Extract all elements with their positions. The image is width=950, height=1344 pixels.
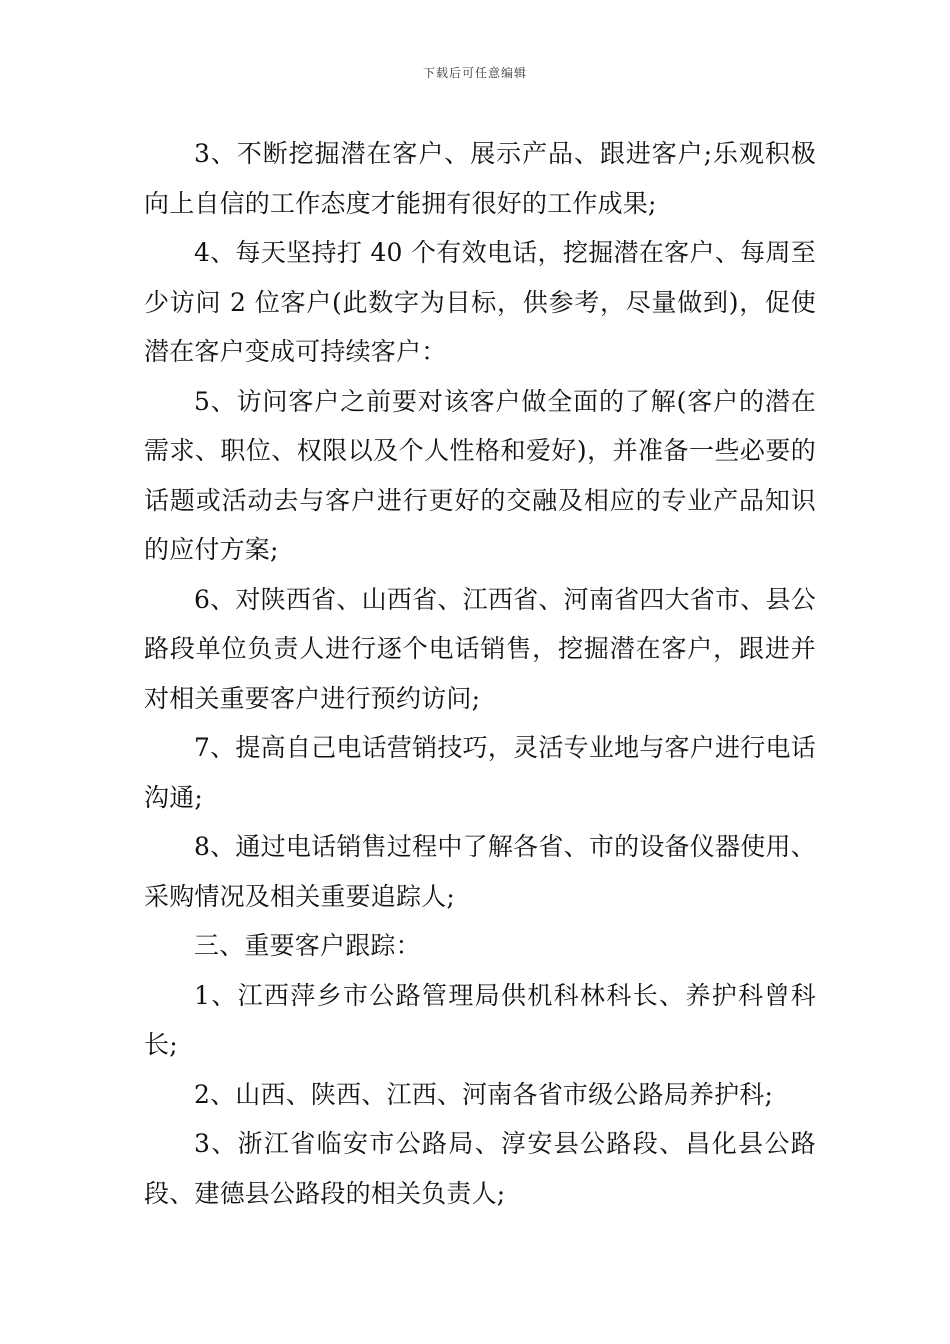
paragraph-item-8: 8、通过电话销售过程中了解各省、市的设备仪器使用、采购情况及相关重要追踪人;	[144, 832, 816, 911]
client-item-2: 2、山西、陕西、江西、河南各省市级公路局养护科;	[194, 1079, 774, 1109]
paragraph-item-6: 6、对陕西省、山西省、江西省、河南省四大省市、县公路段单位负责人进行逐个电话销售，挖掘潜在客户，跟进并对相关重要客户进行预约访问;	[144, 584, 816, 713]
document-body	[144, 129, 816, 1218]
page-header: 下载后可任意编辑	[422, 66, 527, 80]
paragraph-item-3: 3、不断挖掘潜在客户、展示产品、跟进客户;乐观积极向上自信的工作态度才能拥有很好的工作成果;	[144, 139, 816, 218]
client-item-1: 1、江西萍乡市公路管理局供机科林科长、养护科曾科长;	[144, 980, 816, 1059]
paragraph-item-5: 5、访问客户之前要对该客户做全面的了解(客户的潜在需求、职位、权限以及个人性格和爱好)，并准备一些必要的话题或活动去与客户进行更好的交融及相应的专业产品知识的应付方案;	[144, 386, 816, 564]
section-heading-key-clients: 三、重要客户跟踪：	[194, 931, 421, 960]
client-item-3: 3、浙江省临安市公路局、淳安县公路段、昌化县公路段、建德县公路段的相关负责人;	[144, 1129, 816, 1208]
paragraph-item-4: 4、每天坚持打 40 个有效电话，挖掘潜在客户、每周至少访问 2 位客户(此数字为目标，供参考，尽量做到)，促使潜在客户变成可持续客户：	[144, 238, 816, 366]
paragraph-item-7: 7、提高自己电话营销技巧，灵活专业地与客户进行电话沟通;	[144, 733, 816, 812]
